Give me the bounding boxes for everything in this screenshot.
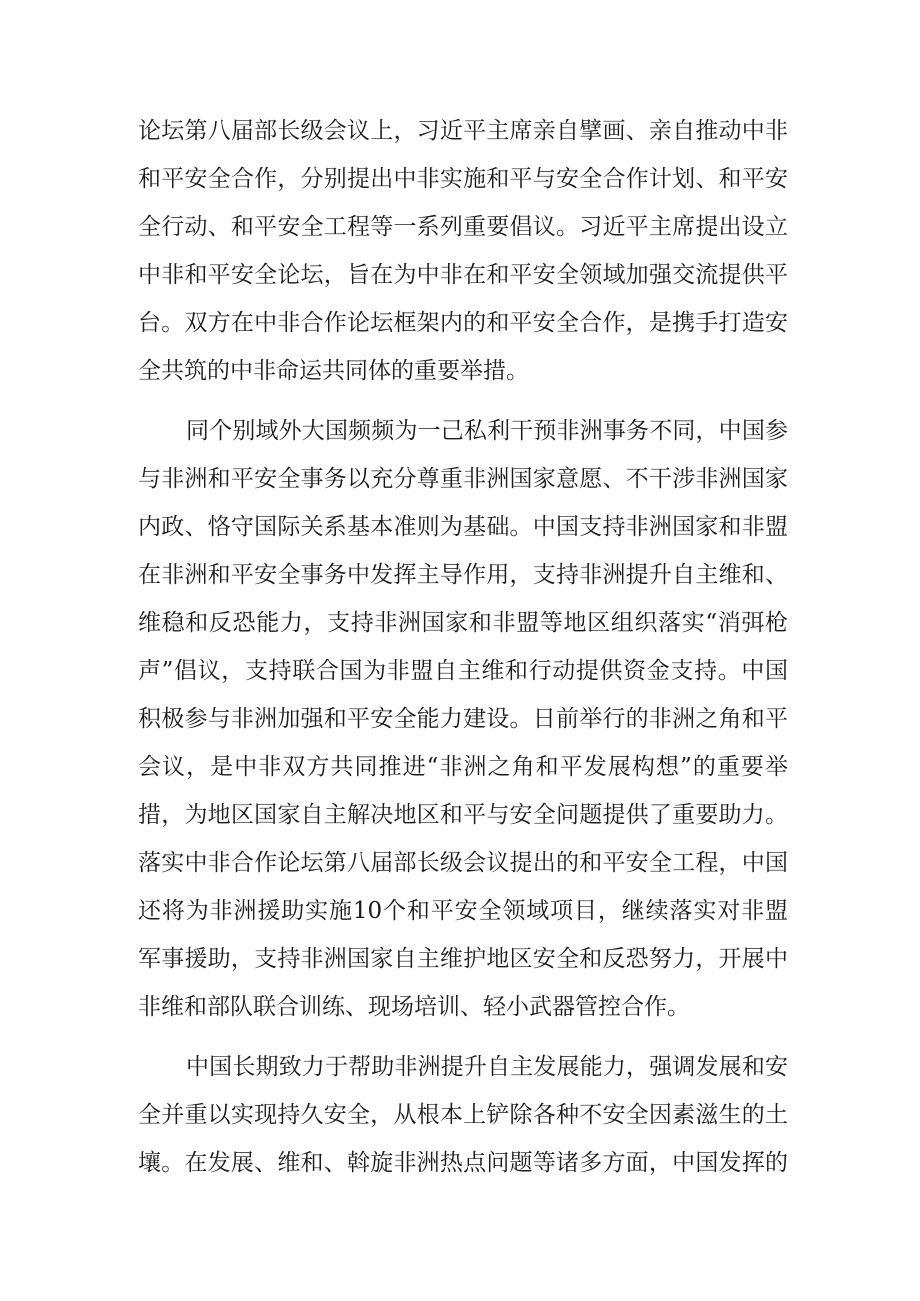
- text-line: 全并重以实现持久安全，从根本上铲除各种不安全因素滋生的土: [138, 1102, 788, 1128]
- text-line: 声”倡议，支持联合国为非盟自主维和行动提供资金支持。中国: [138, 658, 788, 684]
- text-line: 还将为非洲援助实施10个和平安全领域项目，继续落实对非盟: [138, 898, 788, 924]
- paragraph-gap: [138, 1031, 788, 1043]
- text-line: 与非洲和平安全事务以充分尊重非洲国家意愿、不干涉非洲国家: [138, 466, 788, 492]
- text-line: 非维和部队联合训练、现场培训、轻小武器管控合作。: [138, 994, 690, 1020]
- text-line: 全行动、和平安全工程等一系列重要倡议。习近平主席提出设立: [138, 214, 788, 240]
- text-line: 和平安全合作，分别提出中非实施和平与安全合作计划、和平安: [138, 166, 788, 192]
- text-line: 在非洲和平安全事务中发挥主导作用，支持非洲提升自主维和、: [138, 562, 788, 588]
- text-line: 内政、恪守国际关系基本准则为基础。中国支持非洲国家和非盟: [138, 514, 788, 540]
- text-line: 壤。在发展、维和、斡旋非洲热点问题等诸多方面，中国发挥的: [138, 1150, 788, 1176]
- text-line: 中国长期致力于帮助非洲提升自主发展能力，强调发展和安: [186, 1054, 788, 1080]
- text-line: 维稳和反恐能力，支持非洲国家和非盟等地区组织落实“消弭枪: [138, 610, 788, 636]
- text-line: 台。双方在中非合作论坛框架内的和平安全合作，是携手打造安: [138, 310, 788, 336]
- text-line: 军事援助，支持非洲国家自主维护地区安全和反恐努力，开展中: [138, 946, 788, 972]
- text-line: 中非和平安全论坛，旨在为中非在和平安全领域加强交流提供平: [138, 262, 788, 288]
- text-line: 落实中非合作论坛第八届部长级会议提出的和平安全工程，中国: [138, 850, 788, 876]
- text-line: 积极参与非洲加强和平安全能力建设。日前举行的非洲之角和平: [138, 706, 788, 732]
- text-line: 同个别域外大国频频为一己私利干预非洲事务不同，中国参: [186, 418, 788, 444]
- text-line: 措，为地区国家自主解决地区和平与安全问题提供了重要助力。: [138, 802, 788, 828]
- text-line: 全共筑的中非命运共同体的重要举措。: [138, 358, 529, 384]
- paragraph-gap: [138, 395, 788, 407]
- text-line: 论坛第八届部长级会议上，习近平主席亲自擘画、亲自推动中非: [138, 118, 788, 144]
- paragraph-3: [138, 1043, 788, 1187]
- paragraph-1: [138, 107, 788, 395]
- text-line: 会议，是中非双方共同推进“非洲之角和平发展构想”的重要举: [138, 754, 788, 780]
- paragraph-2: [138, 407, 788, 1031]
- article-body: [138, 107, 788, 1187]
